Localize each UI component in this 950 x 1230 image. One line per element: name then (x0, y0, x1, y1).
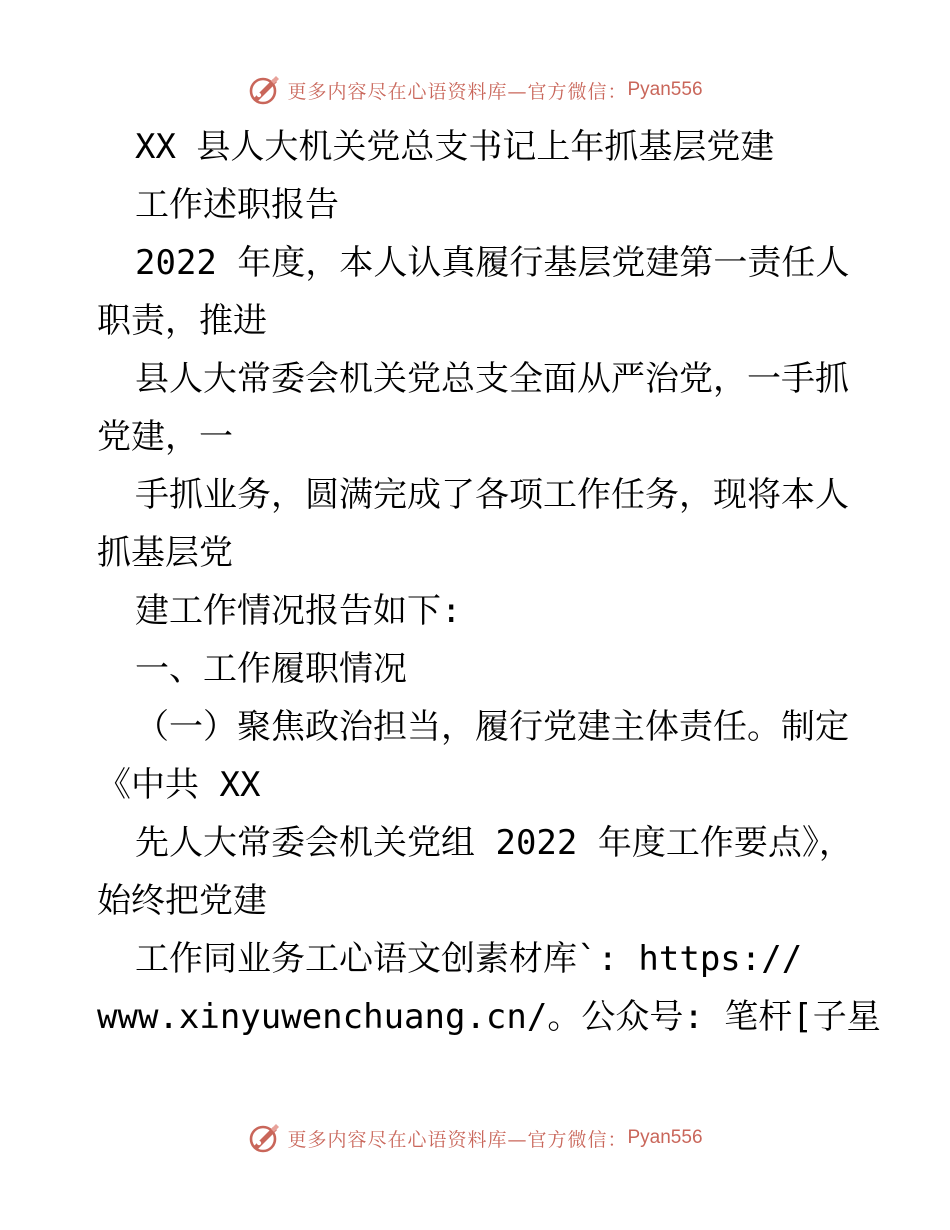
header-banner (0, 70, 950, 110)
text-line: 始终把党建 (97, 881, 267, 921)
footer-banner-account: Pyan556 (627, 1127, 703, 1148)
text-line: www.xinyuwenchuang.cn/。公众号: 笔杆[子星 (97, 997, 881, 1037)
text-line: XX 县人大机关党总支书记上年抓基层党建 (135, 127, 775, 167)
text-line: 手抓业务，圆满完成了各项工作任务，现将本人 (135, 475, 849, 515)
document-body (97, 118, 881, 1046)
header-banner-account: Pyan556 (627, 79, 703, 100)
text-line: 抓基层党 (97, 533, 233, 573)
text-line: 工作述职报告 (135, 185, 339, 225)
header-banner-text: 更多内容尽在心语资料库—官方微信： (287, 80, 628, 103)
text-line: 县人大常委会机关党总支全面从严治党，一手抓 (135, 359, 849, 399)
text-line: 党建，一 (97, 417, 233, 457)
text-line: 工作同业务工心语文创素材库`: https:// (135, 939, 803, 979)
pen-circle-logo-icon (247, 73, 281, 107)
footer-banner (0, 1118, 950, 1158)
pen-circle-logo-icon (247, 1121, 281, 1155)
text-line: （一）聚焦政治担当，履行党建主体责任。制定 (135, 707, 849, 747)
text-line: 先人大常委会机关党组 2022 年度工作要点》， (135, 823, 853, 863)
footer-banner-text: 更多内容尽在心语资料库—官方微信： (287, 1128, 628, 1151)
text-line: 2022 年度，本人认真履行基层党建第一责任人 (135, 243, 850, 283)
section-heading: 一、工作履职情况 (135, 649, 407, 689)
text-line: 《中共 XX (97, 765, 261, 805)
text-line: 职责，推进 (97, 301, 267, 341)
text-line: 建工作情况报告如下: (135, 591, 462, 631)
